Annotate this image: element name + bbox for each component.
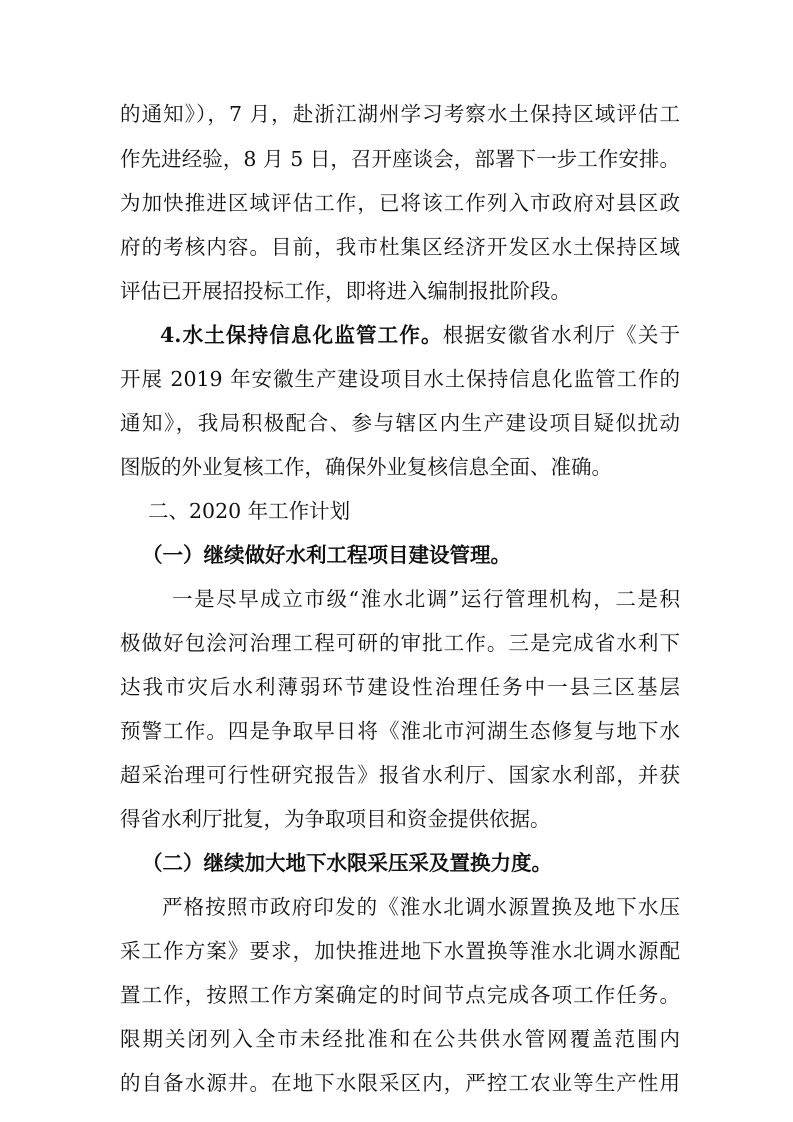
paragraph-line: 的通知》），7 月，赴浙江湖州学习考察水土保持区域评估工 (120, 102, 680, 126)
paragraph-line: 预警工作。四是争取早日将《淮北市河湖生态修复与地下水 (120, 719, 680, 743)
paragraph-line: 的自备水源井。在地下水限采区内，严控工农业等生产性用 (120, 1071, 680, 1095)
paragraph-line: 得省水利厅批复，为争取项目和资金提供依据。 (120, 807, 551, 831)
paragraph-line: 极做好包浍河治理工程可研的审批工作。三是完成省水利下 (120, 631, 680, 655)
subsection-heading-2: （二）继续加大地下水限采压采及置换力度。 (142, 851, 552, 875)
paragraph-line: 采工作方案》要求，加快推进地下水置换等淮水北调水源配 (120, 939, 680, 963)
paragraph-line: 图版的外业复核工作，确保外业复核信息全面、准确。 (120, 455, 612, 479)
paragraph-line: 超采治理可行性研究报告》报省水利厅、国家水利部，并获 (120, 763, 680, 787)
paragraph-line: 严格按照市政府印发的《淮水北调水源置换及地下水压 (162, 895, 680, 919)
paragraph-line: 一是尽早成立市级“淮水北调”运行管理机构，二是积 (172, 587, 680, 611)
paragraph-line: 开展 2019 年安徽生产建设项目水土保持信息化监管工作的 (120, 367, 680, 391)
paragraph-line: 达我市灾后水利薄弱环节建设性治理任务中一县三区基层 (120, 675, 680, 699)
paragraph-line: 作先进经验，8 月 5 日，召开座谈会，部署下一步工作安排。 (120, 147, 680, 171)
paragraph-line: 置工作，按照工作方案确定的时间节点完成各项工作任务。 (120, 983, 680, 1007)
paragraph-line: 通知》，我局积极配合、参与辖区内生产建设项目疑似扰动 (120, 411, 680, 435)
chapter-heading: 二、2020 年工作计划 (148, 499, 351, 523)
paragraph-text: 根据安徽省水利厅《关于 (442, 323, 680, 347)
section-heading-4: 4.水土保持信息化监管工作。 (160, 323, 443, 347)
paragraph-line: 府的考核内容。目前，我市杜集区经济开发区水土保持区域 (120, 235, 680, 259)
paragraph-line: 为加快推进区域评估工作，已将该工作列入市政府对县区政 (120, 191, 680, 215)
paragraph-line: 限期关闭列入全市未经批准和在公共供水管网覆盖范围内 (120, 1027, 680, 1051)
subsection-heading-1: （一）继续做好水利工程项目建设管理。 (142, 543, 511, 567)
section-heading-line (160, 320, 680, 350)
paragraph-line: 评估已开展招投标工作，即将进入编制报批阶段。 (120, 279, 571, 303)
